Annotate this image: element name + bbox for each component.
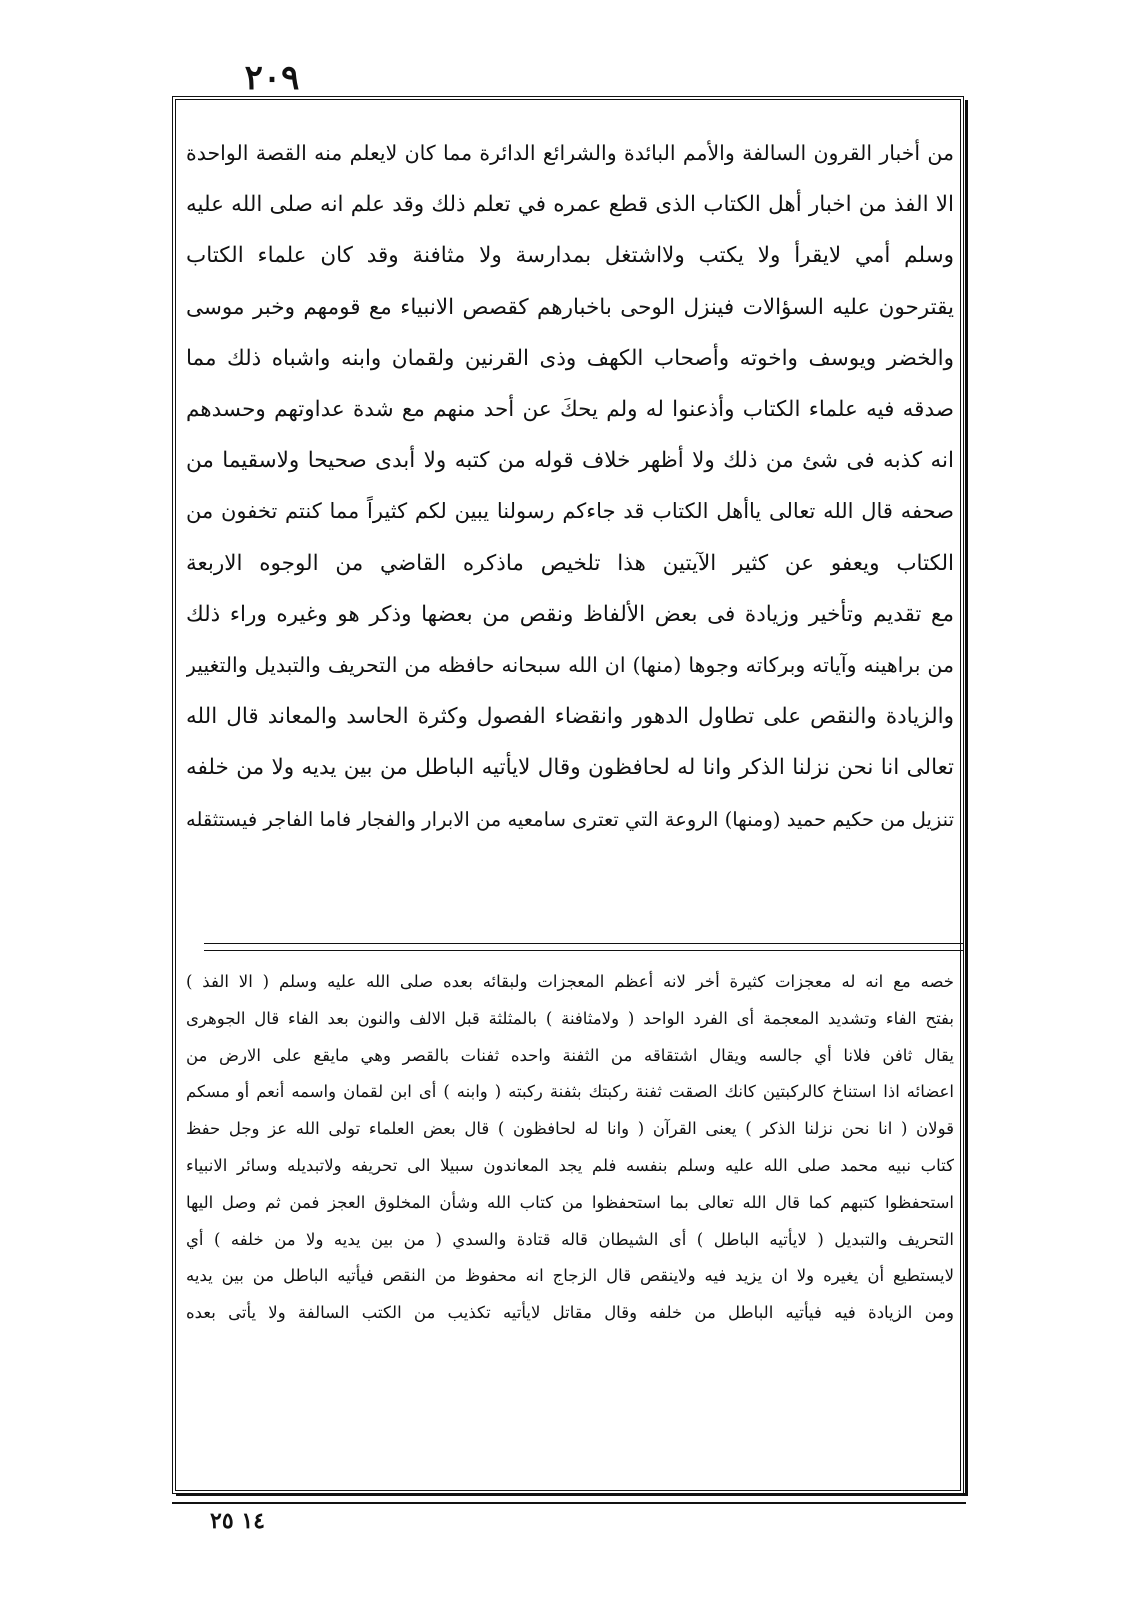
footnote-line: يقال ثافن فلانا أي جالسه ويقال اشتقاقه من الثفنة واحده ثفنات بالقصر وهي مايقع على الارض من xyxy=(186,1045,954,1065)
footnote-line: كتاب نبيه محمد صلى الله عليه وسلم بنفسه فلم يجد المعاندون سبيلا الى تحريفه ولاتبديله وسائر الانبياء xyxy=(186,1155,954,1175)
footnotes-block xyxy=(186,964,954,1332)
footnote-line: اعضائه اذا استناخ كالركبتين كانك الصقت ثفنة ركبتك بثفنة ركبته ( وابنه ) أى ابن لقمان واسمه أنعم أو مسكم xyxy=(186,1082,954,1102)
footnote-line: لايستطيع أن يغيره ولا ان يزيد فيه ولاينقص قال الزجاج انه محفوظ من النقص فيأتيه الباطل من بين يديه xyxy=(186,1266,954,1286)
footer-rule xyxy=(172,1502,966,1504)
main-text-block xyxy=(186,128,954,845)
footnote-line: ومن الزيادة فيه فيأتيه الباطل من خلفه وقال مقاتل لايأتيه تكذيب من الكتب السالفة ولا يأتى بعده xyxy=(186,1303,954,1323)
footnote-line: قولان ( انا نحن نزلنا الذكر ) يعنى القرآن ( وانا له لحافظون ) قال بعض العلماء تولى الله عز وجل حفظ xyxy=(186,1119,954,1139)
main-text-line: وسلم أمي لايقرأ ولا يكتب ولااشتغل بمدارسة ولا مثافنة وقد كان علماء الكتاب xyxy=(186,243,954,269)
main-text-line: مع تقديم وتأخير وزيادة فى بعض الألفاظ ونقص من بعضها وذكر هو وغيره وراء ذلك xyxy=(186,601,954,627)
main-text-line: صدقه فيه علماء الكتاب وأذعنوا له ولم يحكَ عن أحد منهم مع شدة عداوتهم وحسدهم xyxy=(186,397,954,423)
footnote-line: التحريف والتبديل ( لايأتيه الباطل ) أى الشيطان قاله قتادة والسدي ( من بين يديه ولا من خلفه ) أي xyxy=(186,1229,954,1249)
main-text-line: تنزيل من حكيم حميد (ومنها) الروعة التي تعترى سامعيه من الابرار والفجار فاما الفاجر فيستثقله xyxy=(186,807,954,831)
main-text-line: يقترحون عليه السؤالات فينزل الوحى باخبارهم كقصص الانبياء مع قومهم وخبر موسى xyxy=(186,294,954,320)
main-text-line: صحفه قال الله تعالى ياأهل الكتاب قد جاءكم رسولنا يبين لكم كثيراً مما كنتم تخفون من xyxy=(186,499,954,524)
section-divider-inner xyxy=(204,950,964,951)
signature-mark: ١٤ ٢٥ xyxy=(210,1508,265,1534)
footnote-line: خصه مع انه له معجزات كثيرة أخر لانه أعظم المعجزات ولبقائه بعده صلى الله عليه وسلم ( الا الفذ ) xyxy=(186,972,954,991)
main-text-line: والخضر ويوسف واخوته وأصحاب الكهف وذى القرنين ولقمان وابنه واشباه ذلك مما xyxy=(186,345,954,371)
section-divider xyxy=(204,943,964,944)
main-text-line: من براهينه وآياته وبركاته وجوها (منها) ان الله سبحانه حافظه من التحريف والتبديل والتغيير xyxy=(186,653,954,678)
main-text-line: الكتاب ويعفو عن كثير الآيتين هذا تلخيص ماذكره القاضي من الوجوه الاربعة xyxy=(186,550,954,576)
main-text-line: انه كذبه فى شئ من ذلك ولا أظهر خلاف قوله من كتبه ولا أبدى صحيحا ولاسقيما من xyxy=(186,448,954,474)
page-number: ٢٠٩ xyxy=(244,58,300,98)
main-text-line: الا الفذ من اخبار أهل الكتاب الذى قطع عمره في تعلم ذلك وقد علم انه صلى الله عليه xyxy=(186,192,954,218)
footnote-line: استحفظوا كتبهم كما قال الله تعالى بما استحفظوا من كتاب الله وشأن المخلوق العجز فمن ثم وصل اليها xyxy=(186,1192,954,1212)
footnote-line: بفتح الفاء وتشديد المعجمة أى الفرد الواحد ( ولامثافنة ) بالمثلثة قبل الالف والنون بعد الفاء قال الجوهرى xyxy=(186,1008,954,1028)
main-text-line: والزيادة والنقص على تطاول الدهور وانقضاء الفصول وكثرة الحاسد والمعاند قال الله xyxy=(186,704,954,730)
main-text-line: تعالى انا نحن نزلنا الذكر وانا له لحافظون وقال لايأتيه الباطل من بين يديه ولا من خلفه xyxy=(186,755,954,781)
main-text-line: من أخبار القرون السالفة والأمم البائدة والشرائع الدائرة مما كان لايعلم منه القصة الواحدة xyxy=(186,141,954,165)
